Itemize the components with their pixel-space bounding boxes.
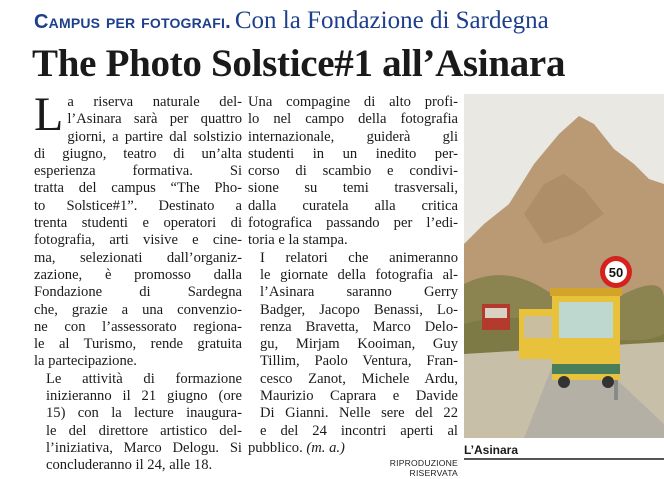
- drop-cap: L: [34, 88, 64, 141]
- text-line: l’Asinara sarà per quattro: [67, 111, 242, 128]
- kicker-text: Con la Fondazione di Sardegna: [234, 7, 549, 34]
- article-column-1: [34, 88, 242, 475]
- text-line: tratta del campus “The Pho-: [34, 180, 242, 197]
- text-line: ma, selezionati dall’organiz-: [34, 249, 242, 266]
- text-line: renza Bravetta, Marco Delo-: [260, 318, 458, 335]
- text-line: Maurizio Caprara e Davide: [260, 388, 458, 405]
- text-line: le del direttore artistico del-: [46, 422, 242, 439]
- paragraph-3: [248, 94, 458, 250]
- text-line: I relatori che animeranno: [260, 249, 458, 266]
- text-line: Di Gianni. Nelle sere del 22: [260, 405, 458, 422]
- text-line: Tillim, Paolo Ventura, Fran-: [260, 353, 458, 370]
- text-line: fotografica passando per l’edi-: [248, 215, 458, 232]
- text-line: giorni, a partire dal solstizio: [67, 128, 242, 145]
- text-line: studenti in un inedito per-: [248, 145, 458, 162]
- text-line: esperienza formativa. Si: [34, 163, 242, 180]
- text-line: che, grazie a una convenzio-: [34, 301, 242, 318]
- article-column-2: [248, 94, 458, 457]
- text-line: le al Turismo, rende gratuita: [34, 336, 242, 353]
- author-signature: (m. a.): [306, 439, 345, 456]
- text-line: la partecipazione.: [34, 353, 137, 370]
- copyright-notice: RIPRODUZIONE RISERVATA: [389, 458, 458, 478]
- text-line: corso di scambio e condivi-: [248, 163, 458, 180]
- text-line: lo nel campo della fotografia: [248, 111, 458, 128]
- text-line: trenta studenti e operatori di: [34, 215, 242, 232]
- text-line: di giugno, teatro di un’alta: [34, 145, 242, 162]
- kicker-label: Campus per fotografi.: [34, 11, 231, 33]
- text-line: concluderanno il 24, alle 18.: [46, 457, 213, 474]
- text-line: Le attività di formazione: [46, 370, 242, 387]
- text-line: a riserva naturale del-: [67, 94, 242, 110]
- text-line: e del 24 incontri aperti al: [260, 422, 458, 439]
- kicker: [34, 6, 660, 39]
- text-line: Badger, Jacopo Benassi, Lo-: [260, 301, 458, 318]
- text-line: inizieranno il 21 giugno (ore: [46, 388, 242, 405]
- text-line: 15) con la lecture inaugura-: [46, 405, 242, 422]
- text-line: cesco Zanot, Michele Ardu,: [260, 370, 458, 387]
- photo-caption: L’Asinara: [464, 440, 664, 460]
- text-line: ne con l’assessorato regiona-: [34, 318, 242, 335]
- text-line: to Solstice#1”. Destinato a: [34, 197, 242, 214]
- text-line: pubblico.: [248, 439, 303, 456]
- headline: The Photo Solstice#1 all’Asinara: [32, 42, 566, 85]
- speed-sign-text: 50: [608, 265, 624, 280]
- text-line: internazionale, guiderà gli: [248, 128, 458, 145]
- photo-asinara: [464, 94, 664, 438]
- text-line: fotografia, arti visive e cine-: [34, 232, 242, 249]
- photo-illustration: [464, 94, 664, 438]
- text-line: Fondazione di Sardegna: [34, 284, 242, 301]
- paragraph-1: [34, 88, 242, 371]
- text-line: zazione, è promosso dalla: [34, 266, 242, 283]
- text-line: toria e la stampa.: [248, 232, 348, 249]
- text-line: l’Asinara saranno Gerry: [260, 284, 458, 301]
- paragraph-4: [248, 250, 458, 458]
- text-line: Una compagine di alto profi-: [248, 94, 458, 110]
- text-line: gu, Mirjam Kooiman, Guy: [260, 336, 458, 353]
- text-line: dalla curatela alla critica: [248, 197, 458, 214]
- paragraph-2: [34, 371, 242, 475]
- text-line: le giornate della fotografia al-: [260, 266, 458, 283]
- text-line: l’iniziativa, Marco Delogu. Si: [46, 439, 242, 456]
- text-line: sione su temi trasversali,: [248, 180, 458, 197]
